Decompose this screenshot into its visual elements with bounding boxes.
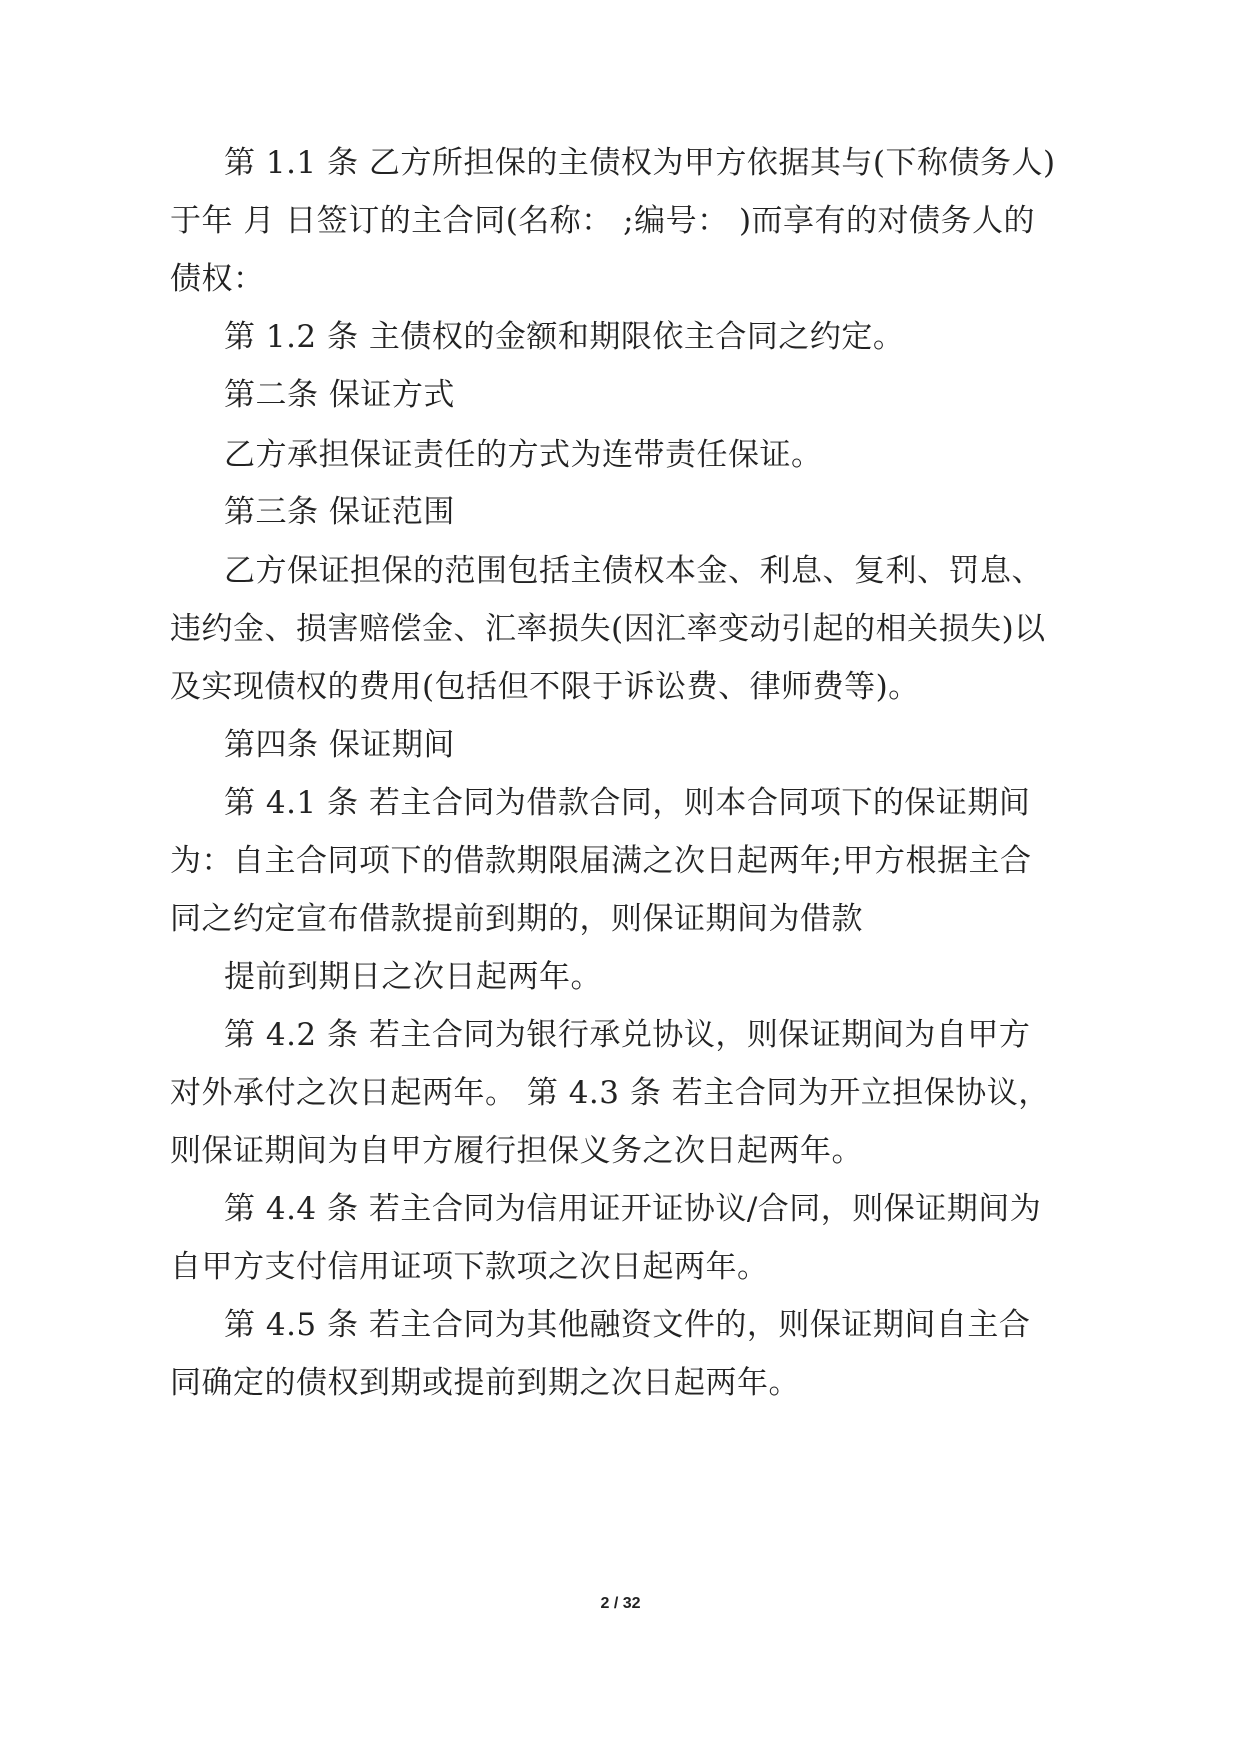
section-heading: 第四条 保证期间 xyxy=(224,727,455,763)
text-line: 第 4.2 条 若主合同为银行承兑协议，则保证期间为自甲方 xyxy=(224,1017,1031,1053)
section-heading: 第三条 保证范围 xyxy=(224,494,455,530)
text-line: 同之约定宣布借款提前到期的，则保证期间为借款 xyxy=(170,901,863,937)
text-line: 第 4.1 条 若主合同为借款合同，则本合同项下的保证期间 xyxy=(224,785,1031,821)
text-line: 第 1.1 条 乙方所担保的主债权为甲方依据其与(下称债务人) xyxy=(224,145,1056,181)
text-line: 则保证期间为自甲方履行担保义务之次日起两年。 xyxy=(170,1133,863,1169)
text-line: 第 1.2 条 主债权的金额和期限依主合同之约定。 xyxy=(224,319,905,355)
text-line: 对外承付之次日起两年。 第 4.3 条 若主合同为开立担保协议， xyxy=(170,1075,1050,1111)
page-number: 2 / 32 xyxy=(600,1595,641,1612)
text-line: 自甲方支付信用证项下款项之次日起两年。 xyxy=(170,1249,769,1285)
text-line: 于年 月 日签订的主合同(名称： ;编号： )而享有的对债务人的 xyxy=(170,203,1036,239)
text-line: 第 4.5 条 若主合同为其他融资文件的，则保证期间自主合 xyxy=(224,1307,1031,1343)
section-heading: 第二条 保证方式 xyxy=(224,377,455,413)
text-line: 提前到期日之次日起两年。 xyxy=(224,959,602,995)
text-line: 违约金、损害赔偿金、汇率损失(因汇率变动引起的相关损失)以 xyxy=(170,611,1046,647)
text-line: 第 4.4 条 若主合同为信用证开证协议/合同，则保证期间为 xyxy=(224,1191,1042,1227)
text-line: 乙方承担保证责任的方式为连带责任保证。 xyxy=(224,437,823,473)
text-line: 为：自主合同项下的借款期限届满之次日起两年;甲方根据主合 xyxy=(170,843,1032,879)
text-line: 及实现债权的费用(包括但不限于诉讼费、律师费等)。 xyxy=(170,669,920,705)
text-line: 同确定的债权到期或提前到期之次日起两年。 xyxy=(170,1365,800,1401)
text-line: 债权： xyxy=(170,261,265,297)
text-line: 乙方保证担保的范围包括主债权本金、利息、复利、罚息、 xyxy=(224,553,1043,589)
